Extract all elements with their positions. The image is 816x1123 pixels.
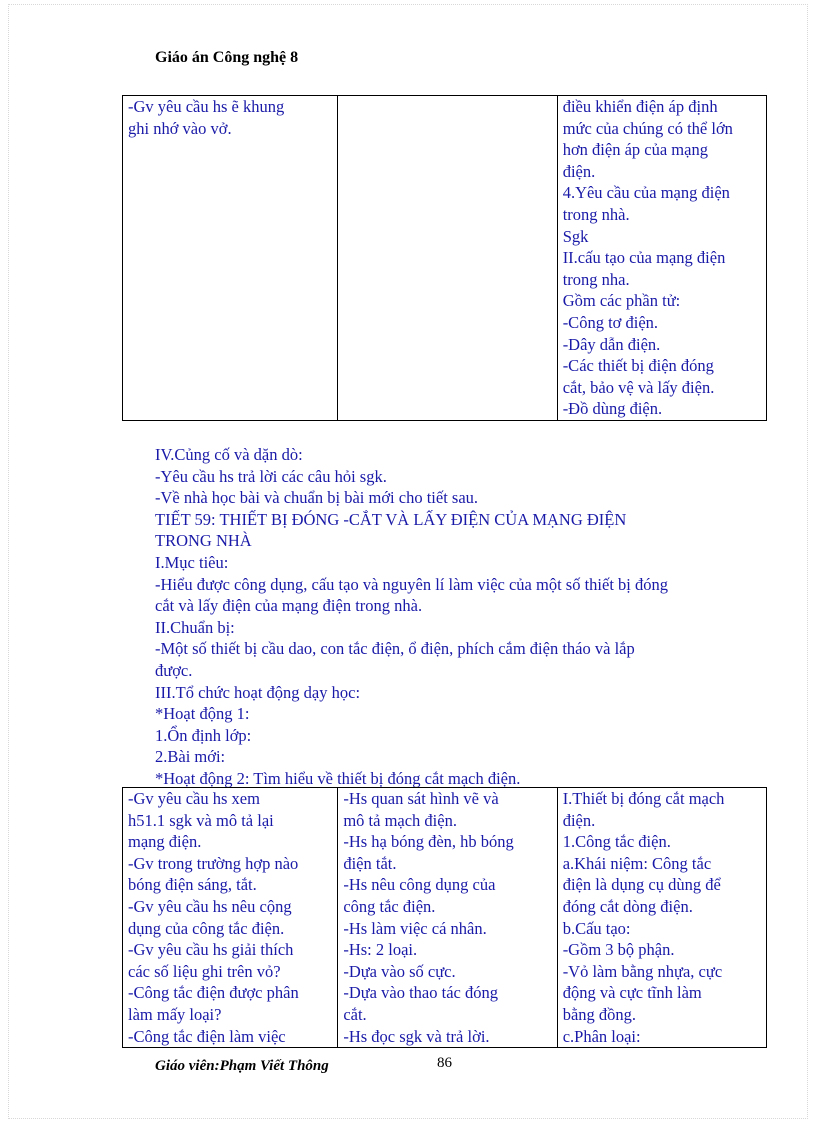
table-bottom: [122, 787, 767, 1048]
text-line: công tắc điện.: [343, 896, 436, 916]
text-line: -Vỏ làm bằng nhựa, cực: [562, 961, 723, 981]
text-line: hơn điện áp của mạng: [562, 140, 708, 160]
text-line: -Dựa vào thao tác đóng: [343, 983, 498, 1003]
text-line: -Gv yêu cầu hs nêu cộng: [128, 896, 292, 916]
text-line: -Gồm 3 bộ phận.: [562, 940, 675, 960]
body-text: [155, 444, 765, 790]
table-top-col-teacher: [123, 96, 338, 421]
text-line: TRONG NHÀ: [155, 531, 252, 551]
text-line: -Các thiết bị điện đóng: [562, 356, 714, 376]
text-line: b.Cấu tạo:: [562, 918, 631, 938]
text-line: mức của chúng có thể lớn: [562, 118, 733, 138]
table-bottom-col-teacher: [123, 788, 338, 1048]
text-line: Gồm các phần tử:: [562, 291, 681, 311]
text-line: 1.Công tắc điện.: [562, 832, 671, 852]
text-line: *Hoạt động 2: Tìm hiểu về thiết bị đóng cắt mạch điện.: [155, 768, 521, 788]
text-line: *Hoạt động 1:: [155, 704, 250, 724]
text-line: -Hs: 2 loại.: [343, 940, 418, 960]
text-line: -Hs hạ bóng đèn, hb bóng: [343, 832, 514, 852]
text-line: I.Thiết bị đóng cắt mạch: [562, 789, 725, 808]
text-line: -Công tắc điện làm việc: [128, 1026, 286, 1046]
text-line: điện là dụng cụ dùng để: [562, 875, 721, 895]
text-line: -Hs quan sát hình vẽ và: [343, 789, 499, 808]
text-line: các số liệu ghi trên vỏ?: [128, 961, 281, 981]
text-line: -Công tơ điện.: [562, 312, 659, 332]
text-line: h51.1 sgk và mô tả lại: [128, 810, 274, 830]
text-line: -Công tắc điện được phân: [128, 983, 299, 1003]
table-bottom-col-content: [557, 788, 766, 1048]
text-line: -Gv yêu cầu hs xem: [128, 789, 260, 808]
text-line: a.Khái niệm: Công tắc: [562, 853, 712, 873]
text-line: trong nha.: [562, 269, 630, 289]
text-line: đóng cắt dòng điện.: [562, 896, 693, 916]
text-line: được.: [155, 660, 193, 680]
text-line: -Về nhà học bài và chuẩn bị bài mới cho tiết sau.: [155, 488, 479, 508]
header-title: Giáo án Công nghệ 8: [155, 49, 299, 66]
table-bottom-col-student: [338, 788, 557, 1048]
text-line: điện.: [562, 161, 596, 181]
text-line: 1.Ổn định lớp:: [155, 725, 252, 745]
table-top: [122, 95, 767, 421]
text-line: -Dựa vào số cực.: [343, 961, 456, 981]
text-line: điện.: [562, 810, 596, 830]
text-line: -Hs làm việc cá nhân.: [343, 918, 487, 938]
text-line: TIẾT 59: THIẾT BỊ ĐÓNG -CẮT VÀ LẤY ĐIỆN CỦA MẠNG ĐIỆN: [155, 509, 627, 529]
text-line: cắt, bảo vệ và lấy điện.: [562, 377, 715, 397]
footer-teacher: Giáo viên:Phạm Viết Thông: [155, 1058, 329, 1074]
text-line: cắt.: [343, 1004, 367, 1024]
text-line: -Hs nêu công dụng của: [343, 875, 496, 895]
text-line: trong nhà.: [562, 204, 630, 224]
text-line: dụng của công tắc điện.: [128, 918, 285, 938]
text-line: -Đồ dùng điện.: [562, 399, 663, 419]
text-line: -Gv trong trường hợp nào: [128, 853, 299, 873]
text-line: cắt và lấy điện của mạng điện trong nhà.: [155, 596, 423, 616]
text-line: -Yêu cầu hs trả lời các câu hỏi sgk.: [155, 466, 387, 486]
text-line: -Hs đọc sgk và trả lời.: [343, 1026, 490, 1046]
text-line: -Hiểu được công dụng, cấu tạo và nguyên lí làm việc của một số thiết bị đóng: [155, 574, 668, 594]
text-line: II.Chuẩn bị:: [155, 617, 235, 637]
text-line: Sgk: [562, 226, 589, 246]
text-line: điều khiển điện áp định: [562, 97, 718, 116]
text-line: 4.Yêu cầu của mạng điện: [562, 183, 730, 203]
text-line: -Dây dẫn điện.: [562, 334, 661, 354]
text-line: -Gv yêu cầu hs giải thích: [128, 940, 294, 960]
text-line: -Một số thiết bị cầu dao, con tắc điện, ổ điện, phích cắm điện tháo và lắp: [155, 639, 635, 659]
text-line: động và cực tĩnh làm: [562, 983, 702, 1003]
text-line: IV.Củng cố và dặn dò:: [155, 445, 303, 464]
text-line: c.Phân loại:: [562, 1026, 641, 1046]
text-line: 2.Bài mới:: [155, 747, 226, 767]
text-line: II.cấu tạo của mạng điện: [562, 248, 726, 268]
table-top-col-content: [557, 96, 766, 421]
text-line: ghi nhớ vào vở.: [128, 118, 232, 138]
text-line: I.Mục tiêu:: [155, 552, 229, 572]
text-line: bóng điện sáng, tắt.: [128, 875, 257, 895]
text-line: mạng điện.: [128, 832, 202, 852]
text-line: điện tắt.: [343, 853, 397, 873]
text-line: III.Tổ chức hoạt động dạy học:: [155, 682, 361, 702]
table-top-col-student: [338, 96, 557, 421]
text-line: bằng đồng.: [562, 1004, 637, 1024]
text-line: -Gv yêu cầu hs ẽ khung: [128, 97, 285, 116]
footer-page-number: 86: [437, 1055, 452, 1071]
text-line: làm mấy loại?: [128, 1004, 222, 1024]
text-line: mô tả mạch điện.: [343, 810, 457, 830]
